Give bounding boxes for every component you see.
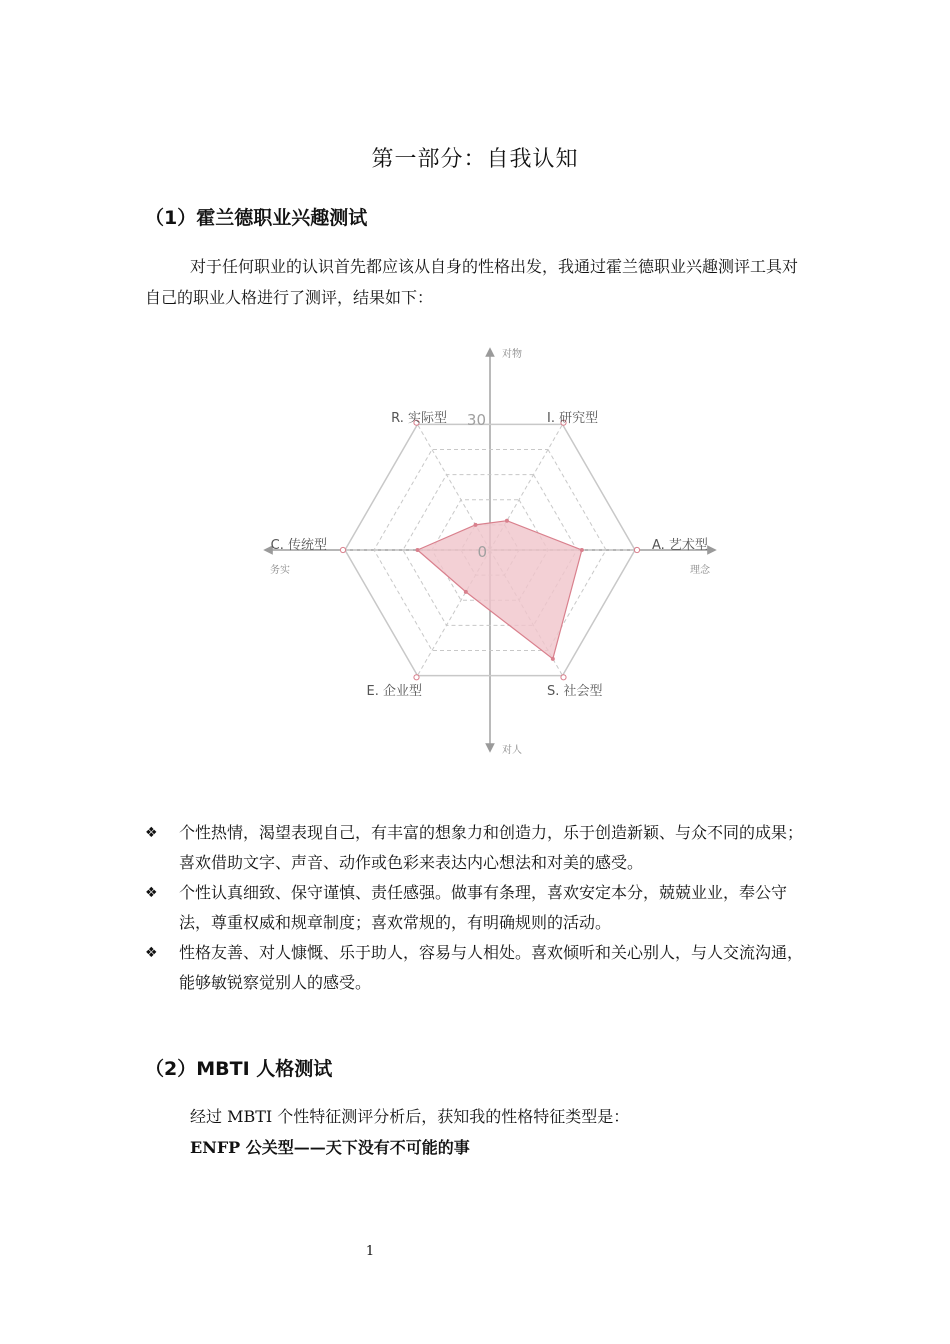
vertex-marker-2 [634,547,639,552]
axis-label-1: I. 研究型 [547,411,599,426]
mbti-type-line: ENFP 公关型——天下没有不可能的事 [190,1138,470,1157]
data-polygon [418,521,582,659]
data-point-3 [551,657,555,661]
data-point-1 [505,519,509,523]
page-title: 第一部分：自我认知 [371,147,579,172]
vertex-marker-3 [561,675,566,680]
axis-label-3: S. 社会型 [547,684,603,699]
mbti-result-text: 经过 MBTI 个性特征测评分析后，获知我的性格特征类型是： [190,1107,630,1126]
direction-label-top: 对物 [502,349,522,360]
trait-list [145,818,810,998]
axis-label-6: R. 实际型 [391,411,447,426]
list-item: ❖ 个性认真细致、保守谨慎、责任感强。做事有条理，喜欢安定本分，兢兢业业，奉公守法，尊重权威和规章制度；喜欢常规的，有明确规则的活动。 [145,878,810,938]
vertex-marker-5 [340,547,345,552]
list-item: ❖ 个性热情，渴望表现自己，有丰富的想象力和创造力，乐于创造新颖、与众不同的成果；喜欢借助文字、声音、动作或色彩来表达内心想法和对美的感受。 [145,818,810,878]
axis-label-5: C. 传统型 [270,538,327,553]
diamond-bullet-icon: ❖ [145,945,158,961]
intro-paragraph: 对于任何职业的认识首先都应该从自身的性格出发，我通过霍兰德职业兴趣测评工具对自己的职业人格进行了测评，结果如下： [145,257,799,307]
data-point-4 [464,590,468,594]
data-point-2 [580,548,584,552]
diamond-bullet-icon: ❖ [145,885,158,901]
page-number: 1 [365,1244,375,1259]
diamond-bullet-icon: ❖ [145,825,158,841]
tick-label-0: 0 [477,543,487,561]
axis-label-2: A. 艺术型 [652,538,708,553]
data-point-6 [474,523,478,527]
holland-radar-chart [245,340,735,765]
data-point-5 [416,548,420,552]
axis-label-4: E. 企业型 [366,684,422,699]
direction-label-bottom: 对人 [502,745,522,756]
list-item: ❖ 性格友善、对人慷慨、乐于助人，容易与人相处。喜欢倾听和关心别人，与人交流沟通，能够敏锐察觉别人的感受。 [145,938,810,998]
direction-label-left: 务实 [270,565,290,576]
section-heading-holland: （1）霍兰德职业兴趣测试 [145,207,368,229]
direction-label-right: 理念 [690,565,710,576]
tick-label-30: 30 [466,411,486,429]
section-heading-mbti: （2）MBTI 人格测试 [145,1058,333,1080]
vertex-marker-4 [414,675,419,680]
